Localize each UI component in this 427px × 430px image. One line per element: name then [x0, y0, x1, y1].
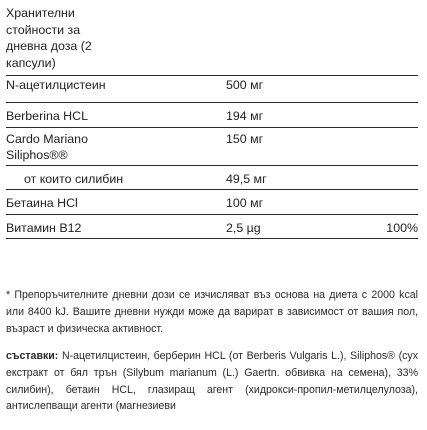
nutrient-percent	[338, 190, 418, 215]
nutrient-amount: 100 мг	[226, 190, 338, 215]
table-row	[6, 190, 418, 215]
ingredients-paragraph	[6, 348, 418, 415]
table-row	[6, 103, 418, 128]
table-row	[6, 165, 418, 190]
nutrient-amount: 150 мг	[226, 127, 338, 165]
table-row	[6, 127, 418, 165]
ingredients-text: N-ацетилцистеин, берберин HCL (от Berberis Vulgaris L.), Siliphos® (сух екстракт от бял трън (Silybum marianum (L.) Gaertn. обвивка на семена), 33% силибин), бетаин HCL, глазиращ агент (хидрокси-пропил-метилцелулоза), антислепващи агенти (магнезиеви	[6, 350, 418, 413]
nutrition-table	[6, 0, 418, 239]
table-row	[6, 214, 418, 239]
nutrient-name: от които силибин	[6, 165, 226, 190]
table-row	[6, 76, 418, 103]
nutrient-percent	[338, 165, 418, 190]
nutrient-amount: 500 мг	[226, 76, 338, 103]
nutrient-name: Бетаина HCl	[6, 190, 226, 215]
nutrient-percent	[338, 76, 418, 103]
header-blank-percent	[338, 0, 418, 76]
header-blank-amount	[226, 0, 338, 76]
nutrient-percent	[338, 103, 418, 128]
table-header-row	[6, 0, 418, 76]
nutrient-amount: 2,5 µg	[226, 214, 338, 239]
nutrient-name: Витамин B12	[6, 214, 226, 239]
nutrient-amount: 49,5 мг	[226, 165, 338, 190]
nutrient-name: Berberina HCL	[6, 103, 226, 128]
ingredients-label: съставки:	[6, 350, 59, 362]
header-label: Хранителни стойности за дневна доза (2 капсули)	[6, 0, 226, 76]
nutrient-name: N-ацетилцистеин	[6, 76, 226, 103]
nutrient-name: Cardo Mariano Siliphos®®	[6, 127, 226, 165]
nutrient-percent	[338, 127, 418, 165]
nutrient-amount: 194 мг	[226, 103, 338, 128]
nutrient-percent: 100%	[338, 214, 418, 239]
daily-value-footnote: * Препоръчителните дневни дози се изчисляват въз основа на диета с 2000 kcal или 8400 kJ. Вашите дневни нужди може да варират в зависимост от вашия пол, възраст и физическа активност.	[6, 289, 418, 335]
